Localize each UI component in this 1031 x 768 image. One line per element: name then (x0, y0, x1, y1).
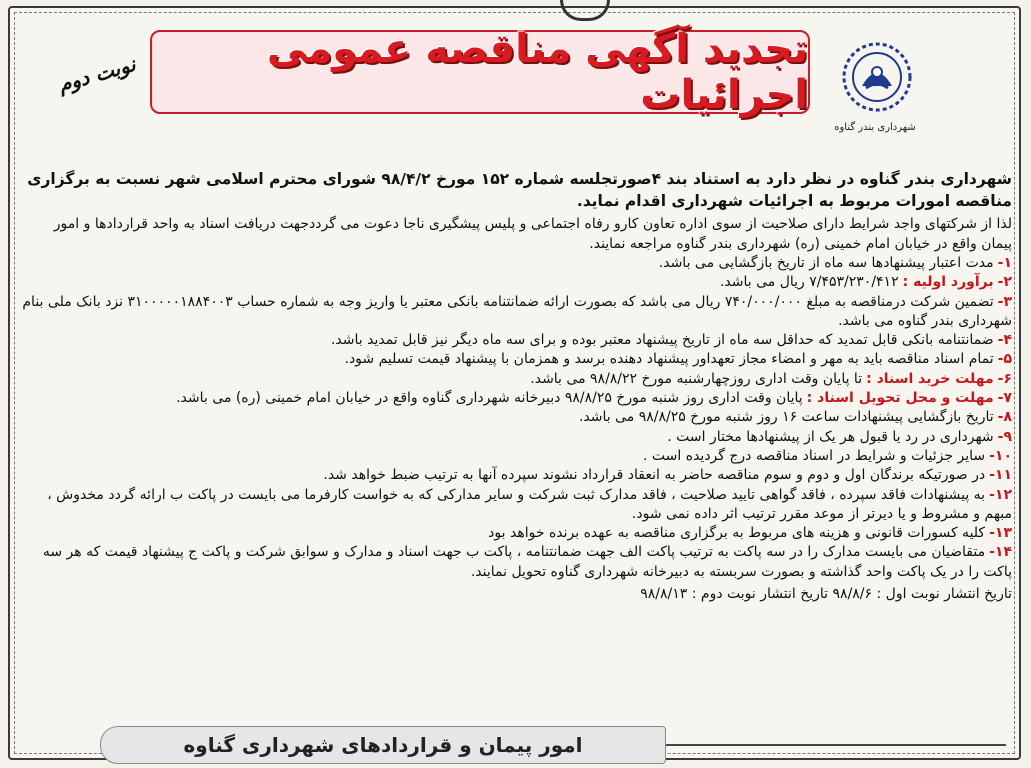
item-text: تضمین شرکت درمناقصه به مبلغ ۷۴۰/۰۰۰/۰۰۰ ریال می باشد که بصورت ارائه ضمانتنامه بانکی معتبر یا واریز وجه به شماره حساب ۳۱۰۰۰۰۰۱۸۸۴۰۰۳ نزد بانک ملی بنام شهرداری بندر گناوه می باشد. (22, 293, 1012, 329)
list-item (22, 370, 1012, 389)
item-number: ۱۱- (989, 467, 1012, 484)
item-number: ۹- (997, 428, 1012, 445)
round-stamp: نوبت دوم (55, 51, 139, 97)
item-text: در صورتیکه برندگان اول و دوم و سوم مناقصه حاضر به انعقاد قرارداد نشوند سپرده آنها به ترتیب ضبط خواهد شد. (323, 467, 986, 484)
list-item (22, 254, 1012, 273)
list-item (22, 543, 1012, 582)
item-text: ۷/۴۵۳/۲۳۰/۴۱۲ ریال می باشد. (719, 274, 899, 291)
item-text: تاریخ بازگشایی پیشنهادات ساعت ۱۶ روز شنبه مورخ ۹۸/۸/۲۵ می باشد. (578, 409, 994, 426)
item-text: تمام اسناد مناقصه باید به مهر و امضاء مجاز تعهداور پیشنهاد دهنده برسد و همزمان با پیشنهاد قیمت تسلیم شود. (344, 351, 994, 368)
item-text: به پیشنهادات فاقد سپرده ، فاقد گواهی تایید صلاحیت ، فاقد مدارک ثبت شرکت و سایر مدارکی که به خواست کارفرما می بایست در پاکت ب ارائه گردد مخدوش ، مبهم و مشروط و یا دیرتر از موعد مقرر ترتیب اثر داده نمی شود. (47, 486, 1012, 522)
item-number: ۱۴- (989, 544, 1012, 561)
item-number: ۱۳- (989, 525, 1012, 542)
municipality-logo-icon (842, 42, 912, 112)
list-item (22, 293, 1012, 332)
item-text: پایان وقت اداری روز شنبه مورخ ۹۸/۸/۲۵ دبیرخانه شهرداری گناوه واقع در خیابان امام خمینی (ره) می باشد. (176, 390, 803, 407)
item-text: سایر جزئیات و شرایط در اسناد مناقصه درج گردیده است . (643, 447, 986, 464)
item-text: مدت اعتبار پیشنهادها سه ماه از تاریخ بازگشایی می باشد. (658, 255, 994, 271)
item-highlight: مهلت و محل تحویل اسناد : (806, 390, 994, 407)
item-text: متقاضیان می بایست مدارک را در سه پاکت به ترتیب پاکت الف جهت ضمانتنامه ، پاکت ب جهت اسناد و مدارک و سوابق شرکت و پاکت ج پیشنهاد قیمت که هر سه پاکت را در یک پاکت واحد گذاشته و بصورت سربسته به دبیرخانه شهرداری گناوه تحویل نمایند. (42, 544, 1012, 580)
item-highlight: مهلت خرید اسناد : (866, 370, 994, 387)
item-number: ۱۰- (989, 447, 1012, 464)
item-number: ۵- (997, 351, 1012, 368)
item-text: کلیه کسورات قانونی و هزینه های مربوط به برگزاری مناقصه به عهده برنده خواهد بود (488, 525, 986, 542)
page-title: تجدید آگهی مناقصه عمومی اجرائیات (266, 26, 808, 118)
publication-dates: تاریخ انتشار نوبت اول : ۹۸/۸/۶ تاریخ انتشار نوبت دوم : ۹۸/۸/۱۳ (640, 586, 1012, 603)
list-item (22, 331, 1012, 350)
item-text: ضمانتنامه بانکی قابل تمدید که حداقل سه ماه از تاریخ پیشنهاد معتبر بوده و برای سه ماه دیگر نیز قابل تمدید باشد. (330, 332, 994, 349)
notice-body (22, 168, 1012, 604)
list-item (22, 408, 1012, 427)
item-number: ۶- (997, 370, 1012, 387)
list-item (22, 486, 1012, 525)
item-number: ۱۲- (989, 486, 1012, 503)
item-number: ۱- (997, 255, 1012, 271)
title-banner (150, 26, 810, 118)
list-item (22, 466, 1012, 485)
list-item (22, 447, 1012, 466)
footer-rule (666, 744, 1006, 746)
logo-caption: شهرداری بندر گناوه (834, 122, 916, 133)
item-number: ۸- (997, 409, 1012, 426)
intro-text: شهرداری بندر گناوه در نظر دارد به استناد بند ۴صورتجلسه شماره ۱۵۲ مورخ ۹۸/۴/۲ شورای محترم اسلامی شهر نسبت به برگزاری مناقصه امورات مربوط به اجرائیات شهرداری اقدام نماید. (27, 170, 1012, 210)
footer-banner (100, 726, 666, 764)
item-number: ۳- (997, 293, 1012, 310)
item-number: ۷- (997, 390, 1012, 407)
invitation-paragraph: لذا از شرکتهای واجد شرایط دارای صلاحیت از سوی اداره تعاون کارو رفاه اجتماعی و پلیس پیشگیری ناجا دعوت می گرددجهت دریافت اسناد به واحد قراردادها و امور پیمان واقع در خیابان امام خمینی (ره) شهرداری بندر گناوه مراجعه نمایند. (53, 216, 1012, 252)
item-text: تا پایان وقت اداری روزچهارشنبه مورخ ۹۸/۸/۲۲ می باشد. (530, 370, 863, 387)
list-item (22, 428, 1012, 447)
item-text: شهرداری در رد یا قبول هر یک از پیشنهادها مختار است . (667, 428, 994, 445)
list-item (22, 350, 1012, 369)
list-item (22, 389, 1012, 408)
item-highlight: برآورد اولیه : (902, 274, 994, 291)
footer-text: امور پیمان و قراردادهای شهرداری گناوه (183, 733, 583, 757)
item-number: ۴- (997, 332, 1012, 349)
item-number: ۲- (997, 274, 1012, 291)
conditions-list (22, 254, 1012, 582)
list-item (22, 524, 1012, 543)
list-item (22, 273, 1012, 292)
